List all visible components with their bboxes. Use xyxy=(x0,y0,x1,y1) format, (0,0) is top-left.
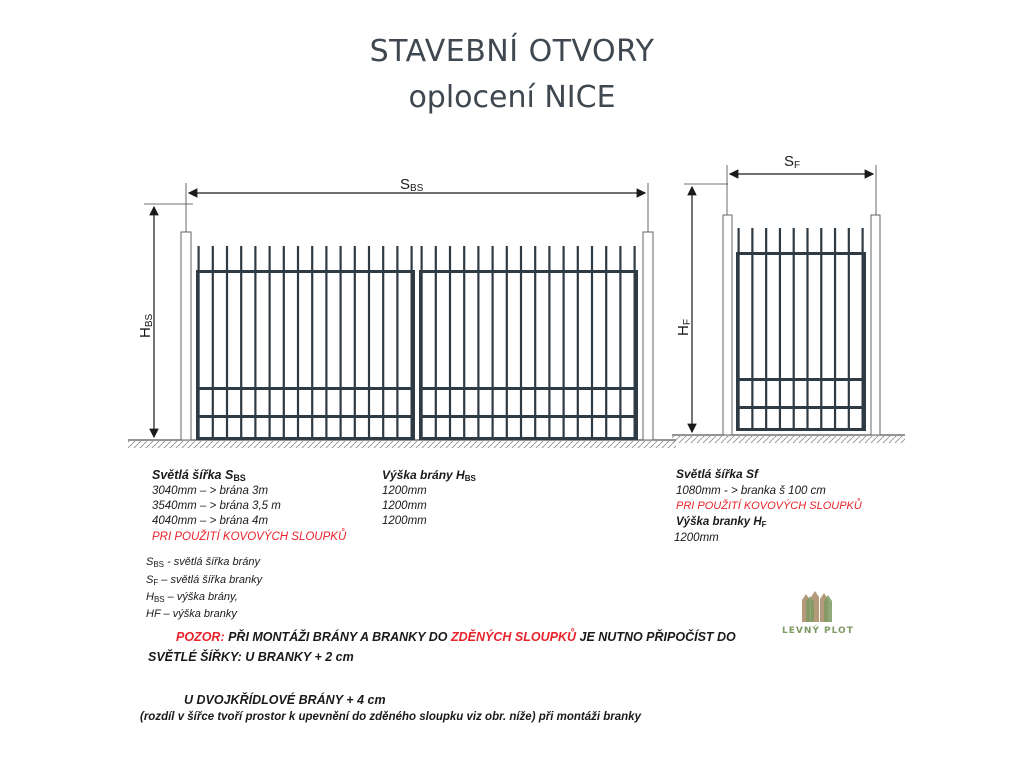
gate-width-warning: PRI POUŽITÍ KOVOVÝCH SLOUPKŮ xyxy=(152,531,347,543)
gate-left-leaf-picket xyxy=(411,246,413,440)
gate-left-leaf-picket xyxy=(354,246,356,440)
gate-right-leaf-picket xyxy=(463,246,465,440)
gate-height-row-1: 1200mm xyxy=(382,485,427,497)
door-picket xyxy=(779,228,781,431)
gate-left-leaf-picket xyxy=(226,246,228,440)
door-lower-rail xyxy=(736,406,866,409)
gate-right-post xyxy=(643,232,653,440)
sf-dimension-line xyxy=(727,165,876,215)
gate-right-leaf-picket xyxy=(605,246,607,440)
gate-left-leaf-picket xyxy=(283,246,285,440)
gate-width-row-1: 3040mm – > brána 3m xyxy=(152,485,269,497)
door-bottom-rail xyxy=(736,428,866,431)
hbs-label: HBS xyxy=(137,313,155,338)
door-left-post xyxy=(723,215,732,435)
gate-right-leaf-picket xyxy=(506,246,508,440)
page-subtitle: oplocení NICE xyxy=(408,80,616,115)
gate-left-leaf-picket xyxy=(254,246,256,440)
gate-leaves xyxy=(196,246,638,440)
legend-item-sbs: $S_{BS}$ - světlá šířka brány xyxy=(146,556,260,569)
door-picket xyxy=(834,228,836,431)
logo-text: LEVNÝ PLOT xyxy=(782,626,854,636)
sf-label: SF xyxy=(784,153,801,171)
gate-right-leaf-picket xyxy=(477,246,479,440)
gate-right-leaf-picket xyxy=(619,246,621,440)
gate-left-leaf-picket xyxy=(311,246,313,440)
page-title: STAVEBNÍ OTVORY xyxy=(369,34,655,69)
gate-left-leaf-picket xyxy=(297,246,299,440)
hf-label: HF xyxy=(675,319,693,336)
gate-right-leaf-picket xyxy=(634,246,636,440)
gate-right-leaf-picket xyxy=(492,246,494,440)
gate-right-leaf-picket xyxy=(435,246,437,440)
door-leaf xyxy=(736,228,866,431)
gate-left-leaf-picket xyxy=(198,246,200,440)
door-right-post xyxy=(871,215,880,435)
door-height-heading: Výška branky $H_F$ xyxy=(676,516,767,529)
gate-width-row-3: 4040mm – > brána 4m xyxy=(152,515,269,527)
attention-note-line-4: (rozdíl v šířce tvoří prostor k upevnění do zděného sloupku viz obr. níže) při montáži branky xyxy=(140,711,641,723)
gate-height-row-3: 1200mm xyxy=(382,515,427,527)
gate-width-row-2: 3540mm – > brána 3,5 m xyxy=(152,500,281,512)
gate-right-leaf-picket xyxy=(520,246,522,440)
legend-item-hbs: $H_{BS}$ – výška brány, xyxy=(146,591,238,604)
door-picket xyxy=(806,228,808,431)
door-picket xyxy=(751,228,753,431)
gate-right-leaf-picket xyxy=(421,246,423,440)
gate-left-leaf-picket xyxy=(340,246,342,440)
gate-right-leaf-picket xyxy=(591,246,593,440)
attention-note-line-3: U DVOJKŘÍDLOVÉ BRÁNY + 4 cm xyxy=(184,693,386,707)
gate-height-row-2: 1200mm xyxy=(382,500,427,512)
attention-note-line-2: SVĚTLÉ ŠÍŘKY: U BRANKY + 2 cm xyxy=(148,650,354,664)
sbs-label: SBS xyxy=(400,176,424,194)
door-picket xyxy=(793,228,795,431)
door-top-rail xyxy=(736,252,866,255)
door-picket xyxy=(765,228,767,431)
gate-left-leaf-picket xyxy=(240,246,242,440)
door-picket xyxy=(738,228,740,431)
door-width-row: 1080mm - > branka š 100 cm xyxy=(676,485,826,497)
gate-right-leaf-picket xyxy=(577,246,579,440)
door-middle-rail xyxy=(736,378,866,381)
gate-left-leaf-picket xyxy=(396,246,398,440)
gate-left-leaf-picket xyxy=(325,246,327,440)
gate-left-leaf-picket xyxy=(368,246,370,440)
gate-right-leaf-picket xyxy=(548,246,550,440)
gate-right-leaf-picket xyxy=(534,246,536,440)
door-width-heading: Světlá šířka Sf xyxy=(676,467,759,481)
door-picket xyxy=(848,228,850,431)
door-ground xyxy=(672,435,905,443)
gate-left-leaf-picket xyxy=(269,246,271,440)
legend-item-sf: $S_F$ – světlá šířka branky xyxy=(146,574,263,587)
gate-height-heading: Výška brány $H_{BS}$ xyxy=(382,468,476,483)
gate-width-heading: Světlá šířka $S_{BS}$ xyxy=(152,468,246,483)
door-picket xyxy=(862,228,864,431)
gate-left-post xyxy=(181,232,191,440)
door-picket xyxy=(820,228,822,431)
gate-left-leaf-picket xyxy=(382,246,384,440)
attention-note-line-1: POZOR: PŘI MONTÁŽI BRÁNY A BRANKY DO ZDĚNÝCH SLOUPKŮ JE NUTNO PŘIPOČÍST DO xyxy=(176,630,736,644)
gate-ground xyxy=(128,440,676,448)
door-height-row: 1200mm xyxy=(674,532,719,544)
gate-right-leaf-picket xyxy=(563,246,565,440)
legend-item-hf: HF – výška branky xyxy=(146,608,237,620)
door-width-warning: PRI POUŽITÍ KOVOVÝCH SLOUPKŮ xyxy=(676,500,862,512)
gate-left-leaf-picket xyxy=(212,246,214,440)
hf-dimension-line xyxy=(684,184,728,432)
gate-right-leaf-picket xyxy=(449,246,451,440)
